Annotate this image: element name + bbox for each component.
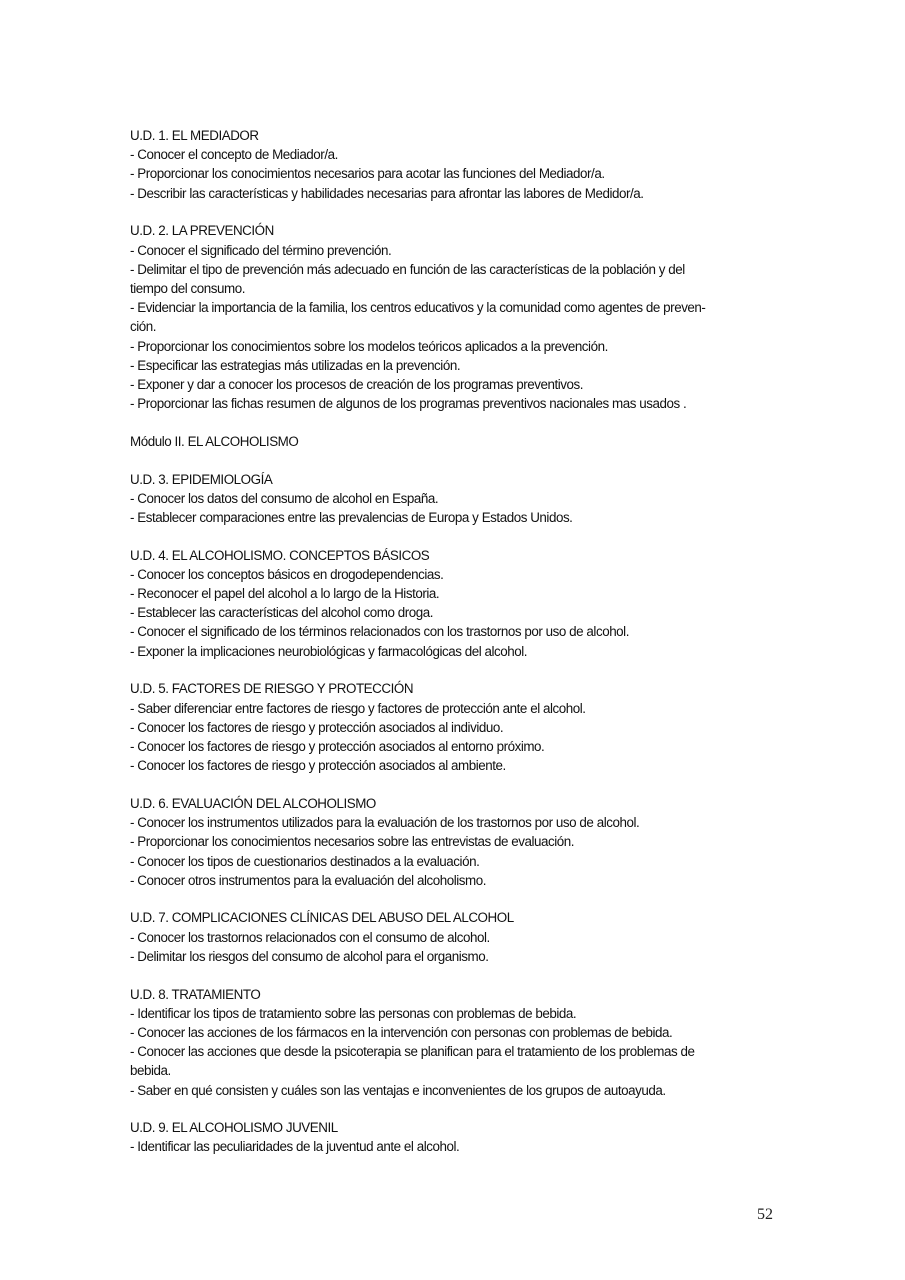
objective-line: - Reconocer el papel del alcohol a lo largo de la Historia. xyxy=(130,586,440,602)
objective-line: - Conocer el concepto de Mediador/a. xyxy=(130,147,338,163)
objective-line: - Conocer los factores de riesgo y protección asociados al entorno próximo. xyxy=(130,738,545,754)
section xyxy=(130,794,750,890)
objective-line: ción. xyxy=(130,319,157,335)
objective-line: - Establecer comparaciones entre las prevalencias de Europa y Estados Unidos. xyxy=(130,509,573,525)
objective-line: - Delimitar los riesgos del consumo de alcohol para el organismo. xyxy=(130,948,489,964)
section-heading: U.D. 3. EPIDEMIOLOGÍA xyxy=(130,471,273,487)
objective-line: - Especificar las estrategias más utilizadas en la prevención. xyxy=(130,357,461,373)
objective-line: - Establecer las características del alcohol como droga. xyxy=(130,605,434,621)
objective-line: - Conocer los trastornos relacionados con el consumo de alcohol. xyxy=(130,929,490,945)
section xyxy=(130,908,750,966)
objective-line: - Conocer los conceptos básicos en drogodependencias. xyxy=(130,566,444,582)
section xyxy=(130,985,750,1100)
objective-line: - Identificar las peculiaridades de la juventud ante el alcohol. xyxy=(130,1139,460,1155)
section xyxy=(130,1118,750,1156)
section xyxy=(130,546,750,661)
objective-line: - Conocer los tipos de cuestionarios destinados a la evaluación. xyxy=(130,853,480,869)
objective-line: - Conocer los datos del consumo de alcohol en España. xyxy=(130,490,439,506)
objective-line: - Exponer y dar a conocer los procesos de creación de los programas preventivos. xyxy=(130,376,584,392)
document-body xyxy=(130,126,750,1175)
section xyxy=(130,221,750,413)
section-heading: U.D. 6. EVALUACIÓN DEL ALCOHOLISMO xyxy=(130,795,376,811)
objective-line: - Delimitar el tipo de prevención más adecuado en función de las características de la población y del xyxy=(130,261,685,277)
objective-line: - Conocer el significado del término prevención. xyxy=(130,242,392,258)
objective-line: - Conocer otros instrumentos para la evaluación del alcoholismo. xyxy=(130,872,487,888)
section-heading: Módulo II. EL ALCOHOLISMO xyxy=(130,433,299,449)
section-heading: U.D. 1. EL MEDIADOR xyxy=(130,128,259,143)
objective-line: - Conocer las acciones de los fármacos en la intervención con personas con problemas de bebida. xyxy=(130,1024,673,1040)
objective-line: tiempo del consumo. xyxy=(130,280,246,296)
section xyxy=(130,432,750,451)
objective-line: - Saber en qué consisten y cuáles son las ventajas e inconvenientes de los grupos de autoayuda. xyxy=(130,1082,666,1098)
page-number: 52 xyxy=(757,1206,773,1223)
section-heading: U.D. 4. EL ALCOHOLISMO. CONCEPTOS BÁSICOS xyxy=(130,547,430,563)
section xyxy=(130,679,750,775)
objective-line: - Describir las características y habilidades necesarias para afrontar las labores de Medidor/a. xyxy=(130,185,644,201)
objective-line: - Conocer las acciones que desde la psicoterapia se planifican para el tratamiento de los problemas de xyxy=(130,1044,695,1060)
objective-line: - Conocer los factores de riesgo y protección asociados al ambiente. xyxy=(130,758,506,774)
objective-line: - Proporcionar los conocimientos necesarios sobre las entrevistas de evaluación. xyxy=(130,834,575,850)
objective-line: - Identificar los tipos de tratamiento sobre las personas con problemas de bebida. xyxy=(130,1005,577,1021)
objective-line: - Conocer el significado de los términos relacionados con los trastornos por uso de alcohol. xyxy=(130,624,629,640)
objective-line: - Proporcionar los conocimientos necesarios para acotar las funciones del Mediador/a. xyxy=(130,166,605,182)
section xyxy=(130,470,750,528)
section xyxy=(130,126,750,203)
objective-line: - Proporcionar las fichas resumen de algunos de los programas preventivos nacionales mas usados . xyxy=(130,396,687,412)
objective-line: - Conocer los factores de riesgo y protección asociados al individuo. xyxy=(130,719,504,735)
objective-line: - Evidenciar la importancia de la familia, los centros educativos y la comunidad como agentes de preven- xyxy=(130,300,706,316)
objective-line: - Exponer la implicaciones neurobiológicas y farmacológicas del alcohol. xyxy=(130,643,528,659)
section-heading: U.D. 9. EL ALCOHOLISMO JUVENIL xyxy=(130,1120,338,1136)
section-heading: U.D. 7. COMPLICACIONES CLÍNICAS DEL ABUSO DEL ALCOHOL xyxy=(130,910,514,926)
objective-line: - Proporcionar los conocimientos sobre los modelos teóricos aplicados a la prevención. xyxy=(130,338,608,354)
objective-line: - Saber diferenciar entre factores de riesgo y factores de protección ante el alcohol. xyxy=(130,700,586,716)
section-heading: U.D. 5. FACTORES DE RIESGO Y PROTECCIÓN xyxy=(130,681,414,697)
objective-line: - Conocer los instrumentos utilizados para la evaluación de los trastornos por uso de alcohol. xyxy=(130,815,640,831)
section-heading: U.D. 8. TRATAMIENTO xyxy=(130,986,261,1002)
objective-line: bebida. xyxy=(130,1063,171,1079)
section-heading: U.D. 2. LA PREVENCIÓN xyxy=(130,223,274,239)
